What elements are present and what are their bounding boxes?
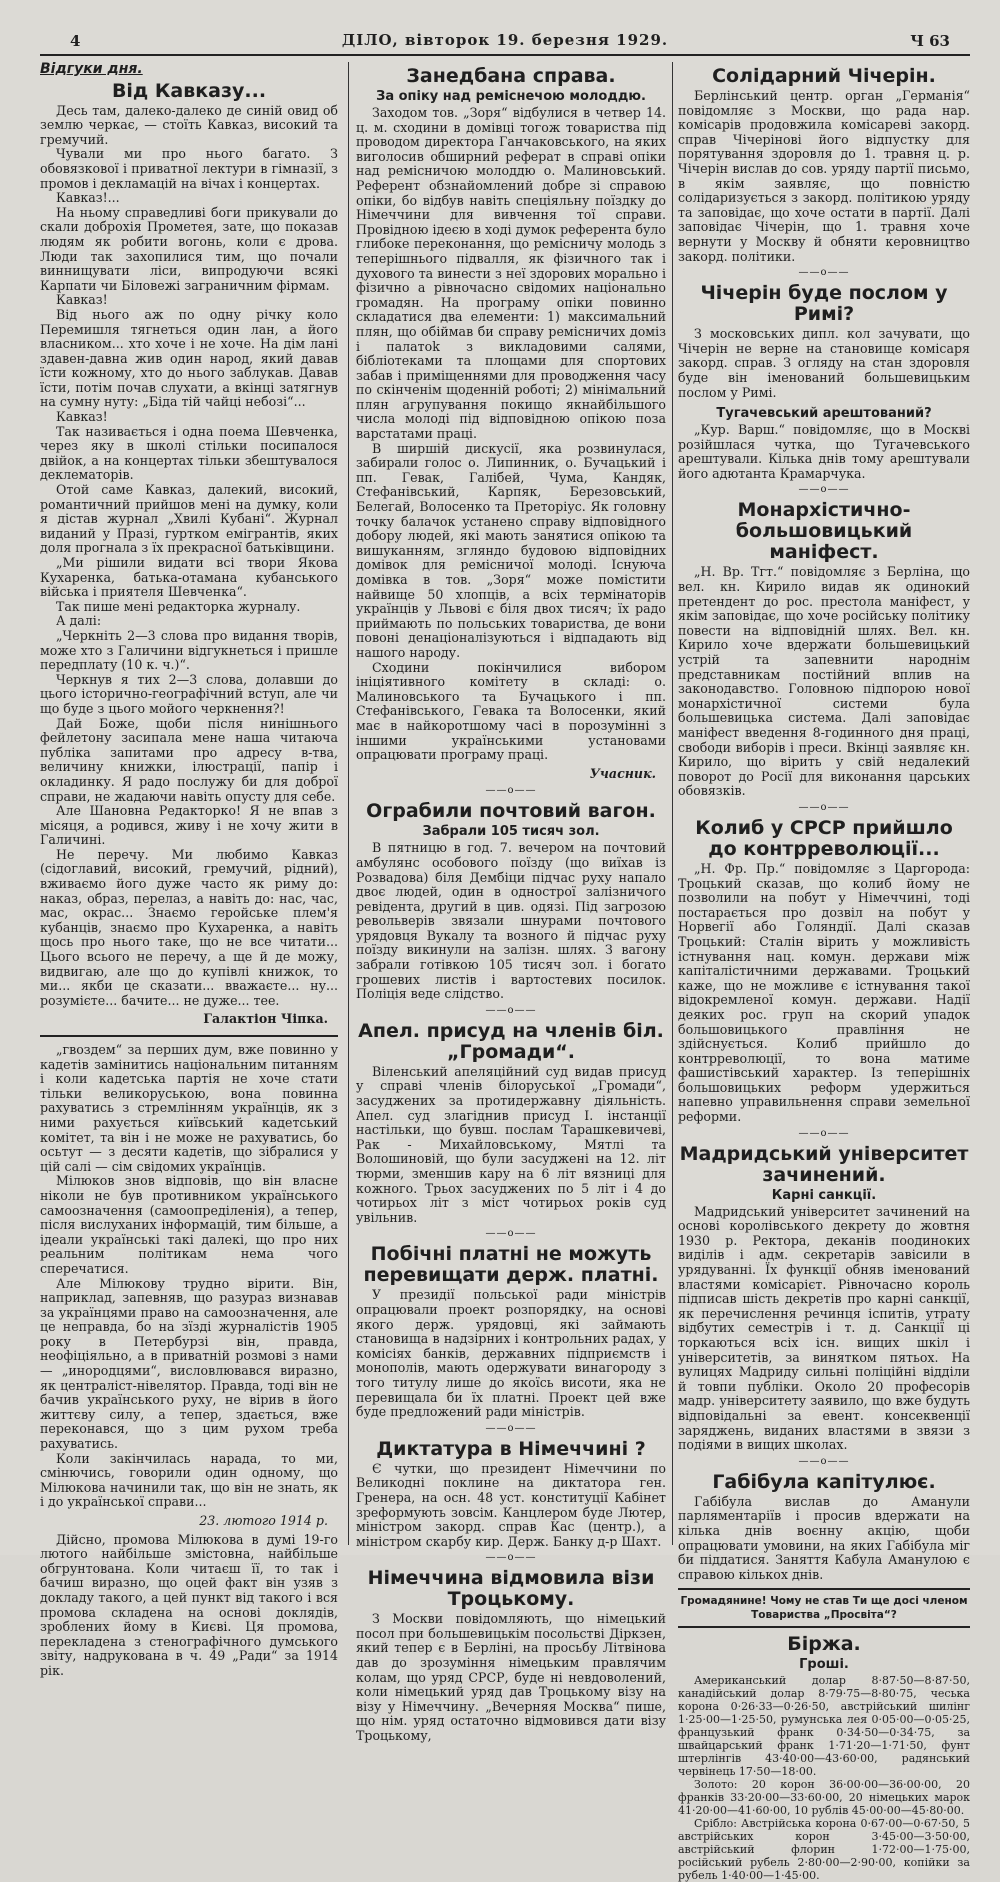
paragraph: З Москви повідомляють, що німецький посол при большевицькім посольстві Діркзен, який тепер є в Берліні, на просьбу Літвінова дав до зрозуміння німецьким правлячим колам, що уряд СРСР, буде ні невдоволений, коли німецький уряд дав Троцькому візу на візу у Німеччину. „Вечерняя Москва“ пише, що нім. уряд остаточно відмовився дати візу Троцькому, bbox=[356, 1611, 666, 1744]
paragraph: „гвоздем“ за перших дум, вже повинно у кадетів замінитись національним питанням і коли кадетська партія не хоче стати тільки великоруською, вона повинна рахуватись з стремлінням українців, як з ними рахується київський кадетський комітет, та він і не може не рахуватись, бо осьтут — з десяти кадетів, що зібралися у цій салі — сім свідомих українців. bbox=[40, 1042, 338, 1174]
paragraph: Мадридський університет зачинений на основі королівського декрету до жовтня 1930 р. Ректора, деканів поодиноких виділів і адм. секретарів завісили в урядуванні. Їх функції обняв іменований властями комісарієт. Рівночасно король підписав шість декретів про карні санкції, як перечислення речинця іспитів, утрату відбутих семестрів і т. д. Санкції ці торкаються всіх існ. вищих шкіл і університетів, за винятком пятьох. На вулицях Мадриду сильні поліційні відділи й товпи публіки. Около 20 професорів мадр. університету заявило, що вже будуть відповідальні за евент. консеквенції заряджень, виданих властями в звязи з подіями в вищих школах. bbox=[678, 1203, 970, 1453]
paragraph: Але Мілюкову трудно вірити. Він, наприклад, запевняв, що разураз визнавав за українцями право на самоозначення, але це неправда, бо на зїзді журналістів 1905 року в Петербурзі він, правда, неофіціяльно, а в приватній розмові з нами — „инородцями“, висловлювався виразно, як централіст-нівелятор. Правда, тоді він не бачив українського руху, не вірив в його життєву силу, а тепер, здається, вже переконався, що з цим рухом треба рахуватись. bbox=[40, 1275, 338, 1452]
article-title: Монархістично-большовицький маніфест. bbox=[735, 499, 913, 564]
article-body bbox=[356, 1462, 666, 1550]
article-title: Апел. присуд на членів біл. „Громади“. bbox=[358, 1019, 664, 1063]
article-body bbox=[40, 1043, 338, 1510]
article-body bbox=[40, 1533, 338, 1679]
article-signature: Учасник. bbox=[589, 765, 656, 781]
paragraph: Отой саме Кавказ, далекий, високий, романтичний прийшов мені на думку, коли я дістав журнал „Хвилі Кубані“. Журнал виданий у Празі, гуртком емігрантів, яких доля прогнала з їх прекрасної батьківщини. bbox=[40, 482, 338, 556]
article-title: Від Кавказу... bbox=[111, 79, 267, 102]
separator: ——o—— bbox=[798, 801, 850, 813]
paragraph: „Ми рішили видати всі твори Якова Кухаренка, батька-отамана кубанського війська і приятеля Шевченка“. bbox=[40, 555, 338, 600]
paragraph: На ньому справедливі боги прикували до скали доброхія Прометея, зате, що показав людям як робити вогонь, коли є дрова. Люди так захопилися тим, що почали виннищувати ліси, випродуючи всякі Карпати чи Біловежі заграничним фірмам. bbox=[40, 204, 338, 293]
exchange-title: Біржа. bbox=[787, 1633, 861, 1656]
paragraph: Золото: 20 корон 36·00·00—36·00·00, 20 франків 33·20·00—33·60·00, 20 німецьких марок 41·20·00—41·60·00, 10 рублів 45·00·00—45·80·00. bbox=[678, 1778, 970, 1818]
separator: ——o—— bbox=[485, 1228, 537, 1240]
paragraph: З московських дипл. кол зачувати, що Чічерін не верне на становище комісаря закорд. справ. З огляду на стан здоровля буде він іменований большевицьким послом у Римі. bbox=[678, 326, 970, 400]
paragraph: В ширшій дискусії, яка розвинулася, забирали голос о. Липинник, о. Бучацький і пп. Гевак, Галібей, Чума, Кандяк, Стефанівський, Карпяк, Березовський, Белегай, Волосенко та Преторіус. Як головну точку балачок устанено справу відповідного добору людей, які мають занятися опікою та вишуканням, згляндо будовою відповідних домівок для ремісничої молоді. Існуюча домівка в тов. „Зоря“ може помістити найвище 50 хлопців, а всіх термінаторів українців у Львові є біля двох тисяч; їх радо приймають по польських товариства, де вони повоні денаціоналізуються і відпадають від нашого народу. bbox=[356, 440, 666, 660]
paragraph: Віленський апеляційний суд видав присуд у справі членів білоруської „Громади“, засуджених за протидержавну діяльність. Апел. суд злагіднив присуд I. інстанції настільки, що бувш. послам Тарашкевичеві, Рак - Михайловському, Мятлі та Волошиновій, що були засуджені на 12. літ тюрми, зменшив кару на 6 літ вязниці для кожного. Трьох засуджених по 5 літ і 4 до чотирьох літ з міст чотирьох років суд увільнив. bbox=[356, 1063, 666, 1225]
paragraph: Чували ми про нього багато. З обовязкової і приватної лектури в гімназії, з промов і декламацій на вічах і концертах. bbox=[40, 146, 338, 191]
column-1 bbox=[40, 61, 338, 1678]
article-signature: Галактіон Чіпка. bbox=[203, 1011, 328, 1027]
column-divider bbox=[348, 62, 349, 1545]
article-title: Чічерін буде послом у Римі? bbox=[700, 282, 948, 326]
column-divider bbox=[672, 62, 673, 1545]
separator: ——o—— bbox=[485, 1552, 537, 1564]
masthead-title: ДІЛО, вівторок 19. березня 1929. bbox=[341, 31, 669, 49]
paragraph: Американський долар 8·87·50—8·87·50, канадійський долар 8·79·75—8·80·75, чеська корона 0·26·33—0·26·50, австрійський шилінг 1·25·00—1·25·50, румунська лея 0·05·00—0·05·25, французький франк 0·34·50—0·34·75, за швайцарський франк 1·71·20—1·71·50, фунт штерлінгів 43·40·00—43·60·00, радянський червінець 17·50—18·00. bbox=[678, 1674, 970, 1779]
paragraph: Кавказ! bbox=[56, 409, 108, 425]
article-body bbox=[356, 841, 666, 1002]
article-subtitle: Карні санкції. bbox=[771, 1187, 877, 1203]
article-subtitle: За опіку над реміснечою молоддю. bbox=[376, 89, 646, 104]
masthead bbox=[40, 28, 970, 56]
paragraph: Є чутки, що президент Німеччини по Великодні поклине на диктатора ген. Гренера, на осн. 48 уст. конституції Кабінет зреформують зовсім. Канцлером буде Лютер, міністром закорд. справ Кас (центр.), а міністром скарбу кир. Держ. Банку д-р Шахт. bbox=[356, 1460, 666, 1549]
paragraph: „Н. Фр. Пр.“ повідомляє з Царгорода: Троцький сказав, що колиб йому не позволили на побут у Німеччині, тоді постарається про дозвіл на побут у Норвегії або Голяндії. Далі сказав Троцький: Сталін вірить у можливість істнування нац. комун. держави між капіталістичними державами. Троцький каже, що не можливе є істнування такої відокремленої комун. держави. Надії деяких рос. груп на скорий упадок большовицького правління не здійснується. Колиб прийшло до контрреволюції, то вона матиме фашистівський характер. Із теперішніх большовицьких реформ удержиться напевно управильнення справи земельної реформи. bbox=[678, 860, 970, 1125]
article-title: Солідарний Чічерін. bbox=[712, 65, 936, 87]
divider bbox=[40, 1035, 338, 1037]
article-body bbox=[678, 862, 970, 1125]
separator: ——o—— bbox=[798, 1455, 850, 1467]
article-body bbox=[678, 423, 970, 481]
paragraph: Так називається і одна поема Шевченка, через яку в школі стільки посипалося двійок, а на концертах тільки збештувалося деклематорів. bbox=[40, 423, 338, 483]
paragraph: Дай Боже, щоби після нинішнього фейлетону засипала мене наша читаюча публіка запитами про адресу в-тва, величину книжки, ілюстрації, папір і окладинку. Я радо послужу би для доброї справи, не жадаючи навіть опусту для себе. bbox=[40, 715, 338, 804]
article-title: Габібула капітулює. bbox=[712, 1470, 936, 1493]
article-title: Диктатура в Німеччині ? bbox=[376, 1437, 646, 1460]
paragraph: Десь там, далеко-далеко де синій овид об землю черкає, — стоїть Кавказ, високий та гремучий. bbox=[40, 102, 338, 147]
separator: ——o—— bbox=[485, 785, 537, 797]
separator: ——o—— bbox=[485, 1004, 537, 1016]
article-title: Мадридський університет зачинений. bbox=[679, 1142, 969, 1186]
column-3 bbox=[678, 62, 970, 1882]
article-body bbox=[678, 89, 970, 264]
article-body bbox=[678, 327, 970, 400]
prosvita-notice: Громадянине! Чому не став Ти ще досі членом Товариства „Просвіта“? bbox=[678, 1588, 970, 1628]
rubric: Відгуки дня. bbox=[40, 61, 143, 77]
paragraph: Не перечу. Ми любимо Кавказ (сідоглавий, високий, гремучий, рідний), вживаємо його дуже часто як риму до: наказ, образ, перелаз, а навіть до: нас, час, мас, окрас... Знаємо геройське плем'я кубанців, знаємо про Кухаренка, а навіть щось про нього таке, що не все читати... Цього всього не перечу, а ще й де можу, видвигаю, але що до купівлі книжок, то ми... якби це сказати... вважаєте... ну... розумієте... бачите... не дуже... тее. bbox=[40, 846, 338, 1008]
paragraph: „Н. Вр. Тгт.“ повідомляє з Берліна, що вел. кн. Кирило видав як одинокий претендент до рос. престола маніфест, у якім заповідає, що хоче російську політику повести на відповідній шлях. Вел. кн. Кирило хоче вдержати большевицький устрій та запевнити народнім представникам постійний вплив на законодавство. Головною підпорою нової монархістичної системи була большевицька система. Далі заповідає маніфест введення 8-годинного дня праці, свободи виборів і преси. Вкінці заявляє кн. Кирило, що вірить у свій недалекий поворот до Росії для виконання царських обовязків. bbox=[678, 564, 970, 799]
paragraph: Кавказ!... bbox=[56, 190, 120, 206]
article-body bbox=[356, 1288, 666, 1419]
exchange-subtitle: Гроші. bbox=[799, 1657, 849, 1673]
paragraph: Але Шановна Редакторко! Я не впав з місяця, а родився, живу і не хочу жити в Галичині. bbox=[40, 803, 338, 848]
paragraph: Кавказ! bbox=[56, 292, 108, 308]
separator: ——o—— bbox=[798, 267, 850, 279]
paragraph: Срібло: Австрійська корона 0·67·00—0·67·50, 5 австрійських корон 3·45·00—3·50·00, австрійський флорин 1·72·00—1·75·00, російський рубель 2·80·00—2·90·00, копійки за рубель 1·40·00—1·45·00. bbox=[678, 1817, 970, 1882]
issue-number: Ч 63 bbox=[910, 32, 950, 50]
article-body bbox=[356, 1612, 666, 1743]
paragraph: Від нього аж по одну річку коло Перемишля тягнеться один лан, а його власником... хто хоче і не хоче. На дім лані здавен-давна жив один народ, який давав їсти кожному, хто до нього заблукав. Давав їсти, потім почав слухати, а вкінці затягнув на сумну нуту: „Біда тій чайці небозі“... bbox=[40, 306, 338, 410]
paragraph: Коли закінчилась нарада, то ми, смінючись, говорили один одному, що Мілюкова начинили так, що він не знать, як і до української справи... bbox=[40, 1450, 338, 1510]
article-body bbox=[678, 565, 970, 799]
article-body bbox=[40, 104, 338, 1009]
page-number: 4 bbox=[70, 32, 81, 50]
exchange-rates bbox=[678, 1674, 970, 1882]
paragraph: Дійсно, промова Мілюкова в думі 19-го лютого найбільше змістовна, найбільше обгрунтована. Коли читаєш її, то так і бачиш виразно, що оцей факт він узяв з докладу такого, а цей пункт від такого і вся промова складена на основі доклядів, зроблених йому в Києві. Ця промова, перекладена з стенографічного думського звіту, надрукована в ч. 49 „Ради“ за 1914 рік. bbox=[40, 1531, 338, 1678]
article-title: Занедбана справа. bbox=[406, 65, 616, 87]
paragraph: Заходом тов. „Зоря“ відбулися в четвер 14. ц. м. сходини в домівці тогож товариства під проводом директора Ганчаковського, на яких виголосив обширний реферат в справі опіки над ремісничою молоддю о. Малиновський. Референт обзнайомлений добре зі справою опіки, бо відбув навіть спеціяльну поїздку до Німеччини для вивчення тої справи. Провідною ідеєю в ході думок референта було глибоке переконання, що ремісничу молодь з теперішнього підвалля, як фізичного так і духового та винести з неї здорових морально і фізично а рівночасно свідомих національно громадян. На програму опіки повинно складатися два елементи: 1) максимальний плян, що обіймав би справу ремісничих доміз і палатоk з викладовими салями, бібліотеками та площами для спортових забав і приміщеннями для проводження часу по скінченім щоденній роботі; 2) мінімальний плян агрупування покищо якнайбільшого числа молоді під відповідною опікою поза варстатами праці. bbox=[356, 105, 666, 442]
article-title: Тугачевський арештований? bbox=[716, 406, 932, 422]
paragraph: Так пише мені редакторка журналу. bbox=[56, 598, 301, 614]
article-subtitle: Забрали 105 тисяч зол. bbox=[422, 824, 600, 840]
article-body bbox=[356, 106, 666, 763]
paragraph: Берлінський центр. орган „Германія“ повідомляє з Москви, що рада нар. комісарів продовжила комісареві закорд. справ Чічеріновi його відпустку для порятування здоровля до 1. травня ц. р. Чічерін вислав до сов. уряду партії письмо, в якім заявляє, що повністю солідаризується з закорд. політикою уряду та заповідає, що хоче остати в партії. Далі заповідає Чічерін, що 1. травня хоче вернути у Москву й обняти керовництво закорд. політики. bbox=[678, 88, 970, 264]
separator: ——o—— bbox=[798, 1127, 850, 1139]
article-title: Німеччина відмовила візи Троцькому. bbox=[367, 1567, 655, 1611]
paragraph: Габібула вислав до Аманули парляментаріїв і просив вдержати на кілька днів воєнну акцію, щоби опрацювати умовини, на яких Габібула міг би піддатися. Заняття Кабула Аманулою є справою кількох днів. bbox=[678, 1493, 970, 1582]
article-body bbox=[356, 1065, 666, 1226]
paragraph: „Черкніть 2—3 слова про видання творів, може хто з Галичини відгукнеться і пришле передплату (10 к. ч.)“. bbox=[40, 627, 338, 673]
paragraph: Черкнув я тих 2—3 слова, долавши до цього історично-географічний вступ, але чи що буде з цього мойого черкнення?! bbox=[40, 671, 338, 716]
paragraph: Сходини покінчилися вибором ініціятивного комітету в складі: о. Малиновського та Бучацького і пп. Стефанівського, Гевака та Волосенки, який має в найкоротшому часі в порозумінні з іншими українськими установами опрацювати програму праці. bbox=[356, 659, 666, 763]
article-title: Ограбили почтовий вагон. bbox=[366, 800, 656, 823]
article-body bbox=[678, 1205, 970, 1453]
paragraph: У президії польської ради міністрів опрацювали проект розпорядку, на основі якого держ. урядовці, які займають становища в надзірних і контрольних радах, у комісіях банків, державних підприємств і монополів, мають одержувати винагороду з того титулу лише до якоїсь висоти, яка не перевищала би їх платні. Проект цей вже буде предложений ради міністрів. bbox=[356, 1287, 666, 1420]
separator: ——o—— bbox=[485, 1422, 537, 1434]
separator: ——o—— bbox=[798, 484, 850, 496]
article-date: 23. лютого 1914 р. bbox=[199, 1513, 328, 1528]
column-2 bbox=[356, 62, 666, 1744]
paragraph: В пятницю в год. 7. вечером на почтовий амбулянс особового поїзду (що виїхав із Розвадова) біля Дембіци підчас руху напало двоє людей, один в однострої залізничого ревідента, другий в цив. одязі. Під загрозою револьверів звязали шнурами почтового урядовця Вукалу та возного й підчас руху поїзду викинули на залізн. шлях. З вагону забрали готівкою 105 тисяч зол. і богато грошевих листів і вартостевих посилок. Поліція веде слідство. bbox=[356, 840, 666, 1002]
paragraph: „Кур. Варш.“ повідомляє, що в Москві розійшлася чутка, що Тугачевського арештували. Кілька днів тому арештували його адютанта Крамарчука. bbox=[678, 422, 970, 481]
article-title: Колиб у СРСР прийшло до контрреволюції... bbox=[695, 816, 953, 860]
paragraph: Мілюков знов відповів, що він власне ніколи не був противником українського самоозначення (самоопреділенія), а тепер, після вислуханих інформацій, тим більше, а ідеали українські такі далекі, що про них реальним політикам нема чого сперечатися. bbox=[40, 1173, 338, 1276]
article-body bbox=[678, 1495, 970, 1583]
article-title: Побічні платні не можуть перевищати держ. платні. bbox=[363, 1243, 659, 1287]
paragraph: А далі: bbox=[56, 613, 102, 629]
